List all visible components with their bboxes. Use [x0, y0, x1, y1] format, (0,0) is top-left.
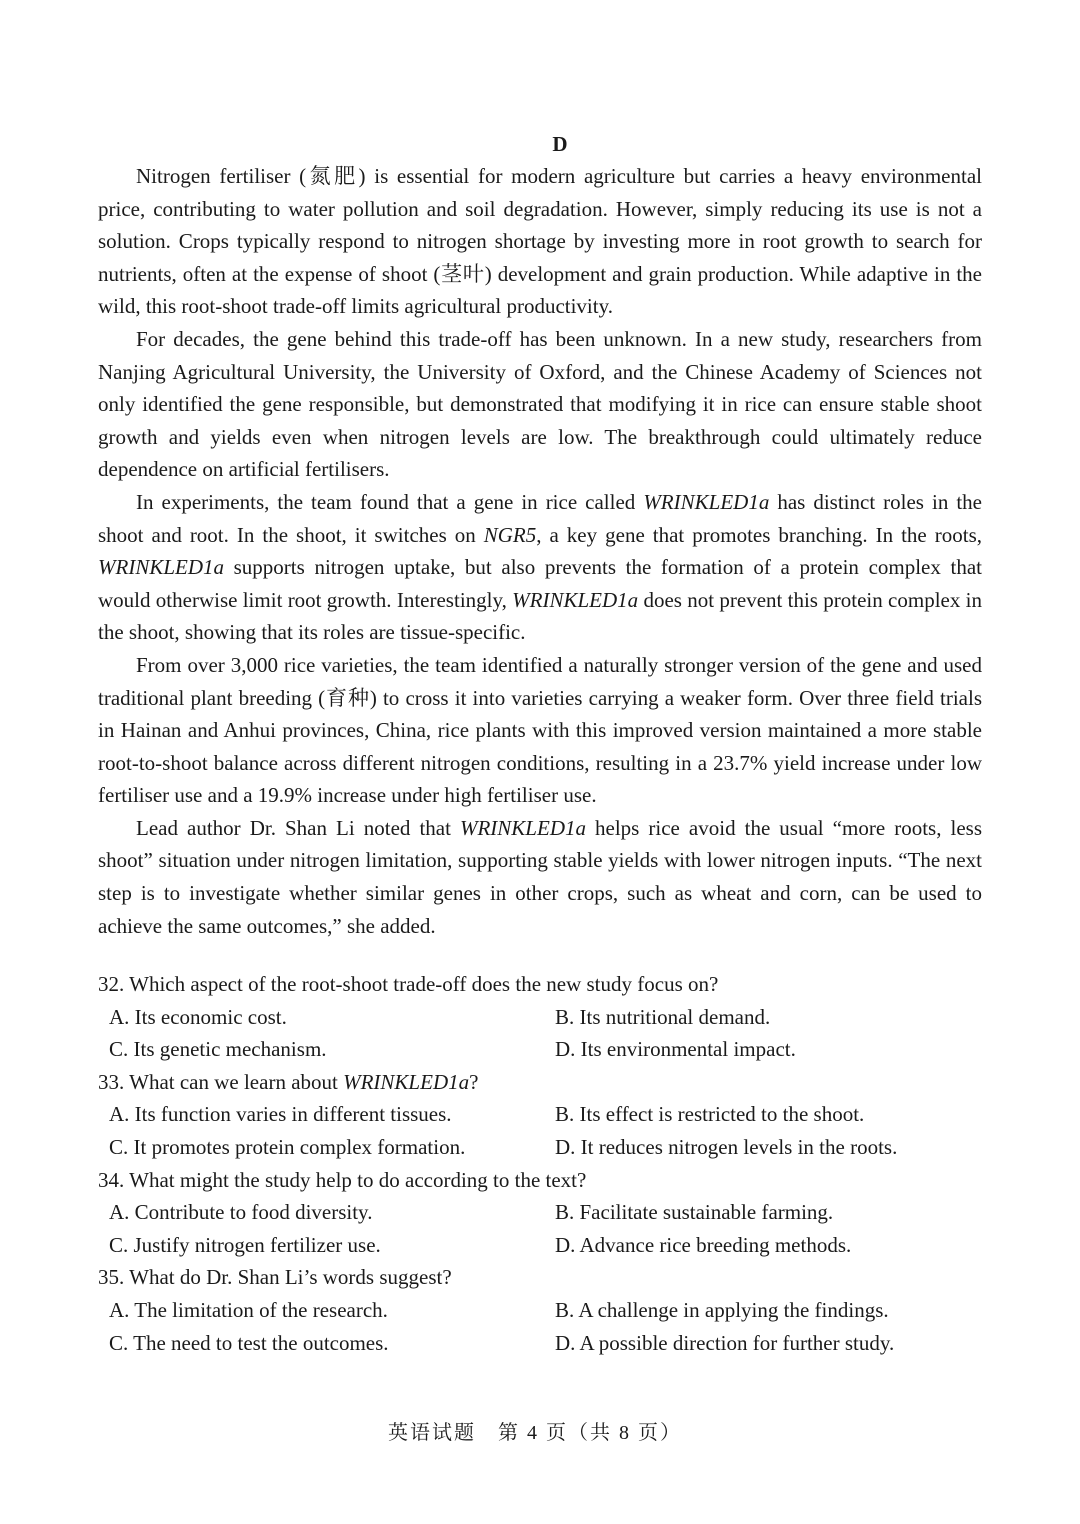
question-34-options-row — [98, 1229, 982, 1262]
passage-paragraph-2: For decades, the gene behind this trade-off has been unknown. In a new study, researchers from Nanjing Agricultural University, the University of Oxford, and the Chinese Academy of Sciences not only identified the gene responsible, but demonstrated that modifying it in rice can ensure stable shoot growth and yields even when nitrogen levels are low. The breakthrough could ultimately reduce dependence on artificial fertilisers. — [98, 326, 982, 482]
question-35-stem: 35. What do Dr. Shan Li’s words suggest? — [98, 1265, 452, 1290]
section-heading: D — [552, 132, 568, 156]
passage-paragraph-3 — [98, 486, 982, 649]
gene-name: WRINKLED1a — [512, 587, 639, 612]
question-33-option-c[interactable]: C. It promotes protein complex formation. — [109, 1134, 466, 1159]
stem-text: 33. What can we learn about — [98, 1069, 344, 1094]
question-34-option-a[interactable]: A. Contribute to food diversity. — [109, 1200, 373, 1225]
question-33-option-a[interactable]: A. Its function varies in different tissues. — [109, 1102, 452, 1127]
question-35-option-c[interactable]: C. The need to test the outcomes. — [109, 1330, 389, 1355]
question-32-option-c[interactable]: C. Its genetic mechanism. — [109, 1037, 327, 1062]
gene-name: NGR5 — [483, 522, 537, 547]
question-33-option-b[interactable]: B. Its effect is restricted to the shoot. — [555, 1102, 865, 1127]
question-34-option-d[interactable]: D. Advance rice breeding methods. — [555, 1232, 852, 1257]
gene-name: WRINKLED1a — [343, 1069, 470, 1094]
question-34-option-b[interactable]: B. Facilitate sustainable farming. — [555, 1200, 834, 1225]
text-run: has distinct roles in the shoot and root. In the shoot, it switches on — [98, 489, 982, 547]
passage-paragraph-4: From over 3,000 rice varieties, the team identified a naturally stronger version of the gene and used traditional plant breeding (育种) to cross it into varieties carrying a weaker form. Over three field trials in Hainan and Anhui provinces, China, rice plants with this improved version maintained a more stable root-to-shoot balance across different nitrogen conditions, resulting in a 23.7% yield increase under low fertiliser use and a 19.9% increase under high fertiliser use. — [98, 652, 982, 808]
question-35-option-b[interactable]: B. A challenge in applying the findings. — [555, 1297, 889, 1322]
question-34-stem: 34. What might the study help to do according to the text? — [98, 1167, 587, 1192]
text-run: , a key gene that promotes branching. In the roots, — [536, 522, 982, 547]
question-32-stem: 32. Which aspect of the root-shoot trade-off does the new study focus on? — [98, 972, 719, 996]
question-35-options-row — [98, 1294, 982, 1327]
stem-text: ? — [469, 1069, 479, 1094]
text-run: does not prevent this protein complex in the shoot, showing that its roles are tissue-specific. — [98, 587, 982, 645]
question-34-option-c[interactable]: C. Justify nitrogen fertilizer use. — [109, 1232, 381, 1257]
question-32-option-d[interactable]: D. Its environmental impact. — [555, 1037, 796, 1062]
question-32-option-b[interactable]: B. Its nutritional demand. — [555, 1004, 771, 1029]
text-run: In experiments, the team found that a gene in rice called — [136, 489, 644, 514]
question-34-options-row — [98, 1196, 982, 1229]
text-run: supports nitrogen uptake, but also prevents the formation of a protein complex that would otherwise limit root growth. Interestingly, — [98, 555, 982, 612]
question-33-stem — [98, 1066, 982, 1099]
question-list — [98, 968, 982, 1359]
question-33-options-row — [98, 1098, 982, 1131]
text-run: Lead author Dr. Shan Li noted that — [136, 815, 460, 840]
reading-passage — [98, 160, 982, 942]
gene-name: WRINKLED1a — [459, 815, 586, 840]
question-33-options-row — [98, 1131, 982, 1164]
question-32-options-row — [98, 1001, 982, 1034]
passage-paragraph-1: Nitrogen fertiliser (氮肥) is essential for modern agriculture but carries a heavy environmental price, contributing to water pollution and soil degradation. However, simply reducing its use is not a solution. Crops typically respond to nitrogen shortage by investing more in root growth to search for nutrients, often at the expense of shoot (茎叶) development and grain production. While adaptive in the wild, this root-shoot trade-off limits agricultural productivity. — [98, 164, 982, 319]
question-35-option-a[interactable]: A. The limitation of the research. — [109, 1297, 388, 1322]
question-33-option-d[interactable]: D. It reduces nitrogen levels in the roots. — [555, 1134, 898, 1159]
question-35-options-row — [98, 1327, 982, 1360]
gene-name: WRINKLED1a — [643, 489, 770, 514]
passage-paragraph-5 — [98, 812, 982, 942]
question-32-options-row — [98, 1033, 982, 1066]
question-32-option-a[interactable]: A. Its economic cost. — [109, 1004, 287, 1029]
gene-name: WRINKLED1a — [98, 555, 224, 580]
page-footer: 英语试题 第 4 页（共 8 页） — [388, 1422, 682, 1444]
question-35-option-d[interactable]: D. A possible direction for further study. — [555, 1330, 895, 1355]
text-run: helps rice avoid the usual “more roots, less shoot” situation under nitrogen limitation, supporting stable yields with lower nitrogen inputs. “The next step is to investigate whether similar genes in other crops, such as wheat and corn, can be used to achieve the same outcomes,” she added. — [98, 815, 982, 938]
